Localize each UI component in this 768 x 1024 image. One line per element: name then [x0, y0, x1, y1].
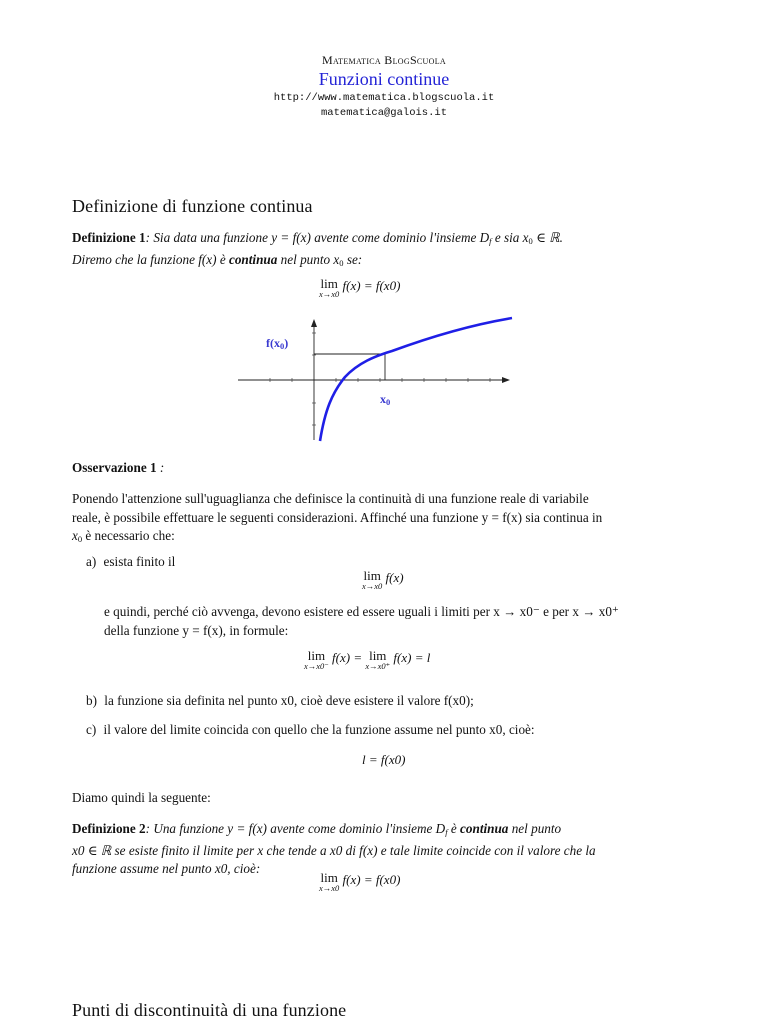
observation-1-line1: Ponendo l'attenzione sull'uguaglianza che definisce la continuità di una funzione reale di variabile — [72, 491, 589, 506]
conclusion-text: Diamo quindi la seguente: — [72, 790, 211, 805]
continuity-graph — [230, 315, 520, 445]
y-axis-arrow — [311, 319, 317, 327]
list-item-a-cont-line1: e quindi, perché ciò avvenga, devono esistere ed essere uguali i limiti per x → x0⁻ e per x → x0⁺ — [104, 604, 619, 619]
formula-limit-a-lim: lim — [363, 568, 381, 583]
definition-2-label: Definizione 2 — [72, 821, 146, 836]
section-heading-continuity: Definizione di funzione continua — [72, 196, 313, 216]
observation-1-line3-a: x — [72, 528, 78, 543]
definition-2: Definizione 2: Una funzione y = f(x) avente come dominio l'insieme $D_f$ è continua nel punto x0 ∈ ℝ se esiste finito il limite per x che tende a x0 di f(x) e tale limite coincide con il valore che la funzione assume nel punto x0, cioè: — [72, 821, 596, 876]
definition-2-line3: funzione assume nel punto x0, cioè: — [72, 861, 261, 876]
list-item-c-text: il valore del limite coincida con quello che la funzione assume nel punto x0, cioè: — [103, 722, 535, 737]
definition-2-line2: x0 ∈ ℝ se esiste finito il limite per x che tende a x0 di f(x) e tale limite coincide con il valore che la — [72, 842, 596, 858]
observation-1-colon: : — [159, 460, 165, 475]
formula-left-body: f(x) = — [332, 650, 363, 665]
x-axis-arrow — [502, 377, 510, 383]
formula-limit-a — [362, 570, 404, 591]
contact-email[interactable]: matematica@galois.it — [320, 107, 448, 119]
formula-limit-a-under: x→x0 — [362, 581, 383, 591]
formula-l-equals: l = f(x0) — [362, 752, 406, 767]
site-url[interactable]: http://www.matematica.blogscuola.it — [273, 92, 495, 104]
formula-under-left: x→x0⁻ — [304, 661, 329, 671]
list-item-a-marker: a) — [86, 554, 97, 569]
formula-limit-2-lim: lim — [320, 870, 338, 885]
observation-1-label: Osservazione 1 — [72, 460, 157, 475]
definition-1: Definizione 1: Sia data una funzione y = f(x) avente come dominio l'insieme $D_f$ e sia $x_0$ ∈ ℝ. Diremo che la funzione f(x) è continua nel punto $x_0$ se: — [72, 230, 563, 268]
list-item-b — [86, 692, 474, 711]
definition-1-text-a: : Sia data una funzione y = f(x) avente come dominio l'insieme D — [145, 230, 490, 245]
formula-limit-1-body: f(x) = f(x0) — [342, 278, 401, 293]
definition-2-continua: continua — [460, 821, 509, 836]
list-item-a-text: esista finito il — [103, 554, 176, 569]
definition-2-line1-a: : Una funzione y = f(x) avente come dominio l'insieme D — [145, 821, 446, 836]
site-name: Matematica BlogScuola — [322, 53, 446, 67]
observation-1-heading — [72, 459, 164, 478]
observation-1-line3-b: è necessario che: — [82, 528, 175, 543]
list-item-b-text: la funzione sia definita nel punto x0, cioè deve esistere il valore f(x0); — [104, 693, 474, 708]
formula-limits-sides — [304, 650, 430, 671]
list-item-c-marker: c) — [86, 722, 97, 737]
formula-limit-2 — [319, 872, 400, 893]
x0-label: $x_0$ — [380, 392, 391, 407]
definition-1-continua: continua — [228, 251, 278, 267]
formula-limit-1-lim: lim — [320, 276, 338, 291]
definition-1-line2-c: se: — [343, 251, 363, 267]
list-item-c — [86, 721, 535, 740]
formula-under-right: x→x0⁺ — [365, 661, 391, 671]
section-heading-discontinuity: Punti di discontinuità di una funzione — [72, 1000, 347, 1020]
observation-1-line2: reale, è possibile effettuare le seguenti considerazioni. Affinché una funzione y = f(x) sia continua in — [72, 509, 603, 525]
formula-right-body: f(x) = l — [393, 650, 431, 665]
list-item-a — [86, 553, 175, 572]
formula-lim-right: lim — [369, 648, 387, 663]
observation-1-paragraph: Ponendo l'attenzione sull'uguaglianza che definisce la continuità di una funzione reale di variabile reale, è possibile effettuare le seguenti considerazioni. Affinché una funzione y = f(x) sia continua in $x_0$ è necessario che: — [72, 491, 603, 544]
definition-1-label: Definizione 1 — [72, 230, 146, 245]
list-item-a-continuation — [104, 603, 714, 640]
formula-limit-2-body: f(x) = f(x0) — [342, 872, 401, 887]
definition-2-line1-b: è — [447, 821, 461, 836]
formula-limit-a-body: f(x) — [385, 570, 404, 585]
formula-limit-1-under: x→x0 — [319, 289, 340, 299]
definition-1-text-b: e sia x — [491, 230, 529, 245]
list-item-b-marker: b) — [86, 693, 97, 708]
definition-1-text-c: ∈ ℝ. — [532, 230, 563, 245]
document-title: Funzioni continue — [318, 69, 450, 89]
formula-lim-left: lim — [307, 648, 326, 663]
fx0-label: $f(x_0)$ — [266, 336, 289, 351]
formula-limit-2-under: x→x0 — [319, 883, 340, 893]
definition-1-line2-a: Diremo che la funzione f(x) è — [72, 251, 229, 267]
definition-2-line1-c: nel punto — [508, 821, 562, 836]
function-curve — [320, 318, 512, 441]
definition-1-line2-b: nel punto x — [277, 251, 340, 267]
formula-limit-1 — [319, 278, 400, 299]
list-item-a-cont-line2: della funzione y = f(x), in formule: — [104, 622, 289, 638]
